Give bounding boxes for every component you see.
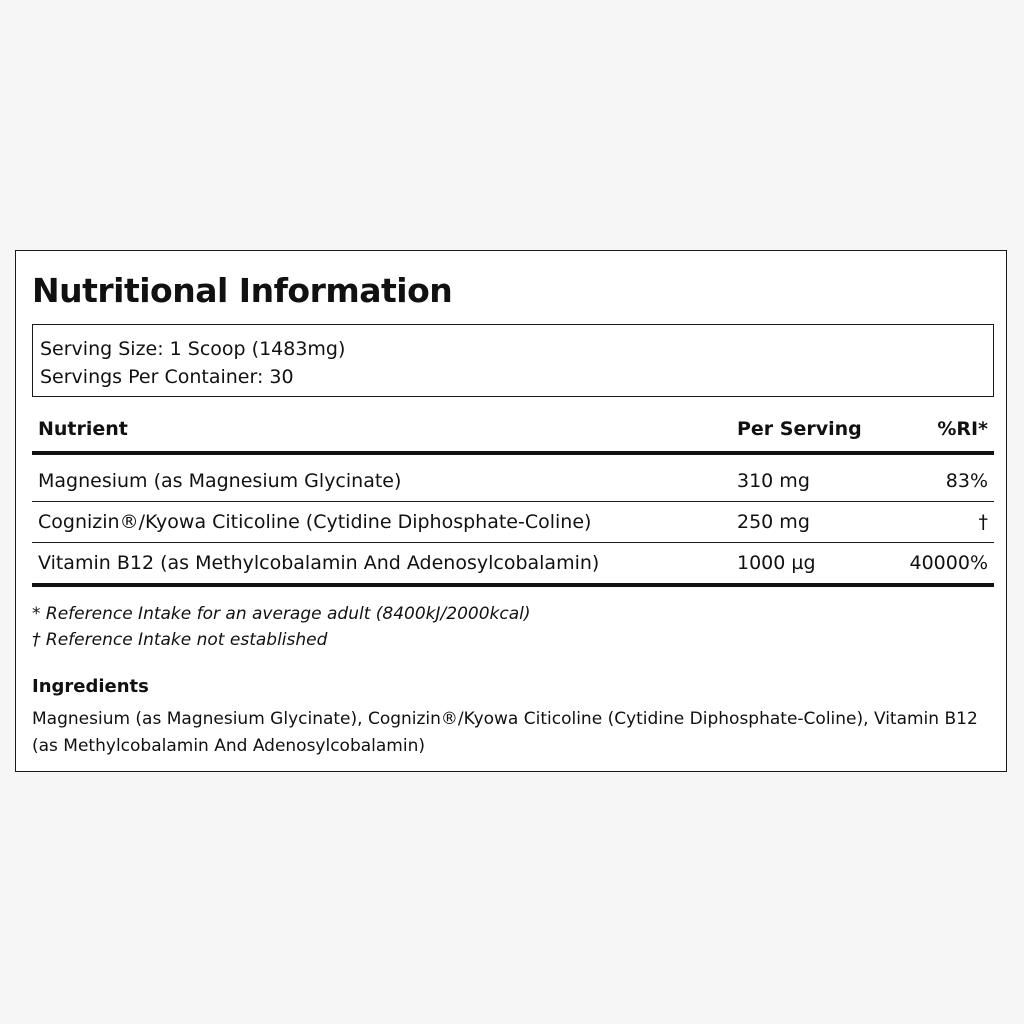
table-row [32,502,994,543]
serving-size: Serving Size: 1 Scoop (1483mg) [40,338,346,360]
panel-title: Nutritional Information [32,271,453,310]
footnotes [32,601,531,653]
nutrition-panel [15,250,1007,772]
footnote-not-established: † Reference Intake not established [32,630,328,650]
nutrient-amount: 1000 µg [737,552,816,574]
nutrient-name: Vitamin B12 (as Methylcobalamin And Adenosylcobalamin) [38,552,600,574]
ingredients-title: Ingredients [32,676,149,697]
ingredients-text: Magnesium (as Magnesium Glycinate), Cognizin®/Kyowa Citicoline (Cytidine Diphosphate-Coline), Vitamin B12 (as Methylcobalamin And Adenosylcobalamin) [32,709,978,756]
nutrient-ri: † [978,511,988,533]
serving-info-box [32,324,994,397]
table-row [32,543,994,587]
table-row [32,461,994,502]
header-nutrient: Nutrient [38,418,128,440]
header-ri: %RI* [937,418,988,440]
header-per-serving: Per Serving [737,418,862,440]
servings-per-container: Servings Per Container: 30 [40,366,294,388]
nutrient-amount: 250 mg [737,511,810,533]
nutrient-amount: 310 mg [737,470,810,492]
nutrient-ri: 83% [945,470,988,492]
nutrient-name: Cognizin®/Kyowa Citicoline (Cytidine Diphosphate-Coline) [38,511,592,533]
nutrient-table [32,407,994,587]
nutrient-ri: 40000% [909,552,988,574]
footnote-reference-intake: * Reference Intake for an average adult (8400kJ/2000kcal) [32,604,531,624]
nutrient-name: Magnesium (as Magnesium Glycinate) [38,470,402,492]
table-header-row [32,407,994,455]
